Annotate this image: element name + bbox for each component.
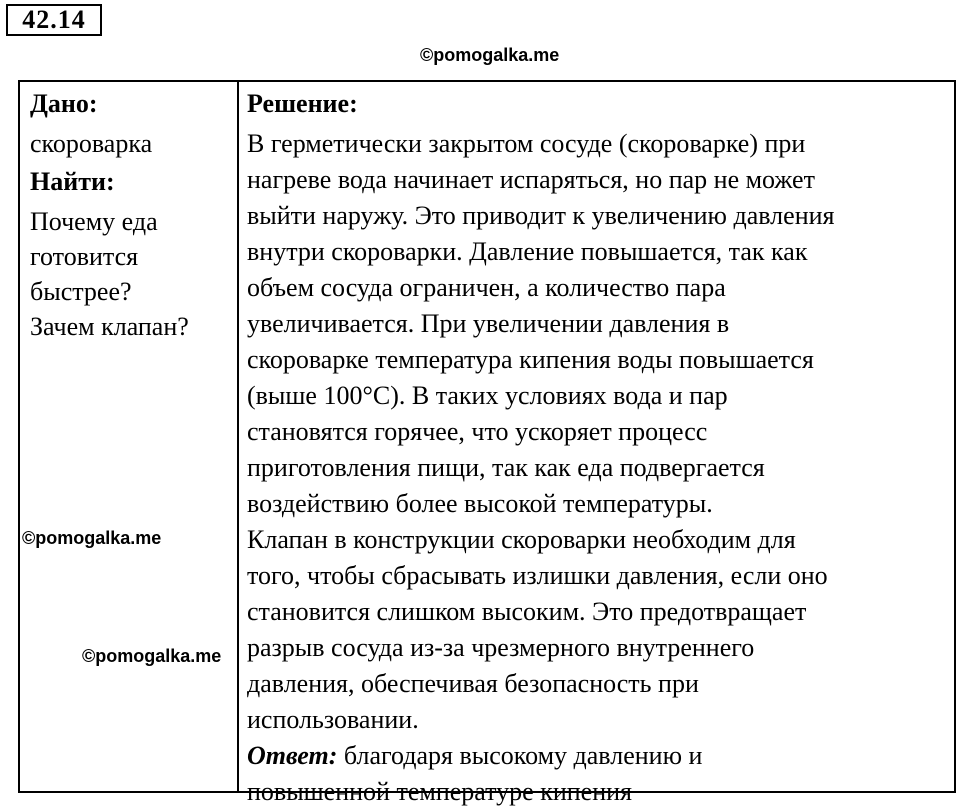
column-divider — [237, 82, 239, 791]
find-line: Почему еда — [30, 207, 158, 236]
watermark-lower: ©pomogalka.me — [82, 646, 222, 666]
solution-line: нагреве вода начинает испаряться, но пар не может — [247, 165, 815, 194]
solution-heading: Решение: — [247, 89, 358, 118]
problem-number: 42.14 — [6, 4, 102, 36]
solution-line: внутри скороварки. Давление повышается, так как — [247, 237, 808, 266]
solution-line: становятся горячее, что ускоряет процесс — [247, 417, 708, 446]
given-column — [30, 86, 230, 344]
solution-line: давления, обеспечивая безопасность при — [247, 669, 699, 698]
find-line: Зачем клапан? — [30, 312, 189, 341]
solution-line: воздействию более высокой температуры. — [247, 489, 713, 518]
find-line: готовится — [30, 242, 139, 271]
solution-line: того, чтобы сбрасывать излишки давления, если оно — [247, 561, 828, 590]
watermark-middle: ©pomogalka.me — [22, 528, 162, 548]
answer-label: Ответ: — [247, 741, 338, 770]
solution-line: (выше 100°C). В таких условиях вода и пар — [247, 381, 728, 410]
given-value: скороварка — [30, 129, 153, 158]
answer-text: благодаря высокому давлению и — [337, 741, 703, 770]
solution-line: становится слишком высоким. Это предотвращает — [247, 597, 807, 626]
answer-line — [247, 738, 952, 774]
solution-line: В герметически закрытом сосуде (скороварке) при — [247, 129, 806, 158]
solution-column — [247, 86, 952, 810]
find-line: быстрее? — [30, 277, 132, 306]
solution-line: выйти наружу. Это приводит к увеличению давления — [247, 201, 835, 230]
given-heading: Дано: — [30, 89, 98, 118]
solution-line: Клапан в конструкции скороварки необходим для — [247, 525, 796, 554]
solution-line: объем сосуда ограничен, а количество пара — [247, 273, 726, 302]
solution-line: разрыв сосуда из-за чрезмерного внутреннего — [247, 633, 755, 662]
solution-line: увеличивается. При увеличении давления в — [247, 309, 730, 338]
solution-line: скороварке температура кипения воды повышается — [247, 345, 814, 374]
find-question — [30, 204, 230, 344]
solution-line: использовании. — [247, 705, 419, 734]
solution-text — [247, 126, 952, 810]
find-heading: Найти: — [30, 167, 115, 196]
solution-line: приготовления пищи, так как еда подвергается — [247, 453, 765, 482]
answer-line-continued: повышенной температуре кипения — [247, 777, 632, 806]
solution-table — [18, 80, 956, 806]
watermark-top: ©pomogalka.me — [420, 45, 560, 65]
